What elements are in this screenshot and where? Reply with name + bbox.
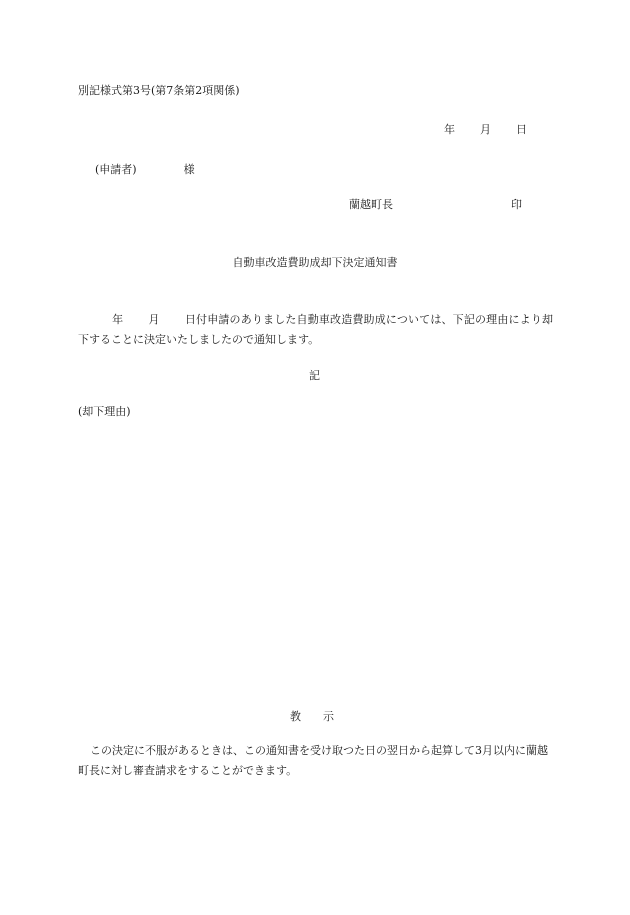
body-year: 年 <box>112 313 124 326</box>
form-number: 別記様式第3号(第7条第2項関係) <box>78 84 240 97</box>
body-text: 日付申請のありました自動車改造費助成については、下記の理由により却下することに決定いたしましたので通知します。 <box>78 313 554 346</box>
honorific: 様 <box>183 163 195 176</box>
seal-mark: 印 <box>511 198 522 211</box>
reason-label: (却下理由) <box>78 405 131 418</box>
instruction-heading: 教 示 <box>290 710 334 723</box>
addressee-line <box>95 163 195 177</box>
document-title: 自動車改造費助成却下決定通知書 <box>232 256 398 269</box>
date-line <box>444 123 527 137</box>
issuer-line <box>349 198 522 212</box>
date-year: 年 <box>444 123 455 136</box>
date-day: 日 <box>516 123 527 136</box>
issuer-name: 蘭越町長 <box>349 198 393 211</box>
date-month: 月 <box>480 123 491 136</box>
instruction-text: この決定に不服があるときは、この通知書を受け取つた日の翌日から起算して3月以内に蘭越町長に対し審査請求をすることができます。 <box>78 744 548 777</box>
ki-heading: 記 <box>309 369 320 382</box>
body-month: 月 <box>148 313 160 326</box>
instruction-paragraph <box>78 741 553 781</box>
applicant-label: (申請者) <box>95 163 137 176</box>
body-paragraph <box>78 310 553 350</box>
